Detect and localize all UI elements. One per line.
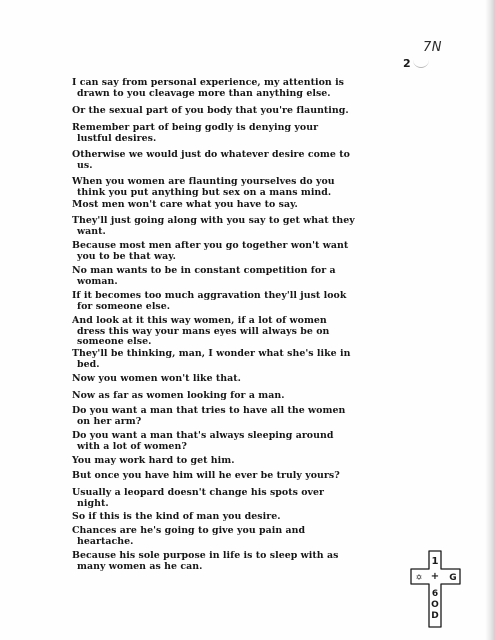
- handwritten-scribble: [413, 57, 429, 68]
- paragraph: [72, 526, 417, 547]
- paragraph: [72, 349, 417, 370]
- paragraph: [72, 374, 417, 385]
- paragraph: [72, 266, 417, 287]
- paragraph-line: Or the sexual part of you body that you're flaunting.: [72, 105, 349, 116]
- paragraph-line: dress this way your mans eyes will always be on: [77, 325, 330, 337]
- paragraph-line: lustful desires.: [77, 132, 157, 144]
- paragraph: [72, 106, 417, 117]
- paragraph-line: Now you women won't like that.: [72, 373, 241, 384]
- paragraph-line: When you women are flaunting yourselves do you: [72, 176, 335, 187]
- paragraph: [72, 488, 417, 509]
- paragraph: [72, 471, 417, 482]
- paragraph-line: Most men won't care what you have to say.: [72, 199, 298, 210]
- paragraph-line: No man wants to be in constant competition for a: [72, 265, 336, 276]
- paragraph: [72, 150, 417, 171]
- paragraph-line: They'll be thinking, man, I wonder what she's like in: [72, 348, 351, 359]
- paragraph: [72, 512, 417, 523]
- paragraph-line: want.: [77, 225, 106, 237]
- cross-top-mark: 1: [431, 556, 439, 567]
- cross-stem-letter: D: [431, 611, 439, 621]
- paragraph-line: with a lot of women?: [77, 440, 187, 452]
- paragraph-line: bed.: [77, 358, 100, 370]
- paragraph-line: someone else.: [77, 336, 152, 347]
- paragraph-line: heartache.: [77, 535, 134, 547]
- paragraph-line: And look at it this way women, if a lot of women: [72, 315, 327, 326]
- cross-center-mark: +: [430, 571, 440, 582]
- paragraph-line: Now as far as women looking for a man.: [72, 390, 285, 401]
- paragraph-line: on her arm?: [77, 415, 142, 427]
- cross-drawing: [408, 549, 464, 629]
- paragraph-line: many women as he can.: [77, 560, 203, 572]
- paragraph: [72, 123, 417, 144]
- paragraph-line: Chances are he's going to give you pain and: [72, 525, 306, 536]
- paragraph: [72, 551, 417, 572]
- paragraph-line: for someone else.: [77, 300, 171, 312]
- paragraph: [72, 200, 417, 211]
- paragraph-line: Otherwise we would just do whatever desire come to: [72, 149, 350, 160]
- star-of-david-icon: ✡: [415, 573, 423, 582]
- paragraph-line: They'll just going along with you say to get what they: [72, 215, 355, 226]
- paragraph-line: night.: [77, 497, 109, 509]
- paragraph: [72, 291, 417, 312]
- hand-drawn-cross-signature: [408, 549, 464, 629]
- cross-right-mark: G: [449, 573, 457, 583]
- paragraph-line: If it becomes too much aggravation they'll just look: [72, 290, 347, 301]
- paragraph-line: You may work hard to get him.: [72, 455, 235, 466]
- paragraph: [72, 316, 417, 348]
- cross-stem-letter: 6: [431, 589, 439, 599]
- scan-edge-shadow: [485, 0, 495, 640]
- paragraph-line: you to be that way.: [77, 250, 176, 262]
- paragraph-line: drawn to you cleavage more than anything else.: [77, 87, 331, 99]
- paragraph: [72, 391, 417, 402]
- paragraph-line: Do you want a man that tries to have all the women: [72, 405, 346, 416]
- paragraph-line: Because most men after you go together won't want: [72, 240, 349, 251]
- paragraph-line: us.: [77, 159, 93, 171]
- paragraph-line: think you put anything but sex on a mans mind.: [77, 186, 332, 198]
- paragraph-line: But once you have him will he ever be truly yours?: [72, 470, 340, 481]
- paragraph-line: So if this is the kind of man you desire.: [72, 511, 281, 522]
- cross-stem-letter: O: [431, 600, 439, 610]
- paragraph: [72, 241, 417, 262]
- paragraph-line: I can say from personal experience, my attention is: [72, 77, 345, 88]
- paragraph: [72, 78, 417, 99]
- paragraph-line: Remember part of being godly is denying your: [72, 122, 319, 133]
- paragraph: [72, 177, 417, 198]
- paragraph-line: Because his sole purpose in life is to sleep with as: [72, 550, 339, 561]
- paragraph: [72, 216, 417, 237]
- paragraph-line: woman.: [77, 275, 118, 287]
- paragraph: [72, 456, 417, 467]
- paragraph-line: Do you want a man that's always sleeping around: [72, 430, 334, 441]
- paragraph: [72, 406, 417, 427]
- handwritten-page-note: 7N: [423, 40, 442, 55]
- page-number: 2: [403, 57, 411, 70]
- paragraph: [72, 431, 417, 452]
- paragraph-line: Usually a leopard doesn't change his spots over: [72, 487, 325, 498]
